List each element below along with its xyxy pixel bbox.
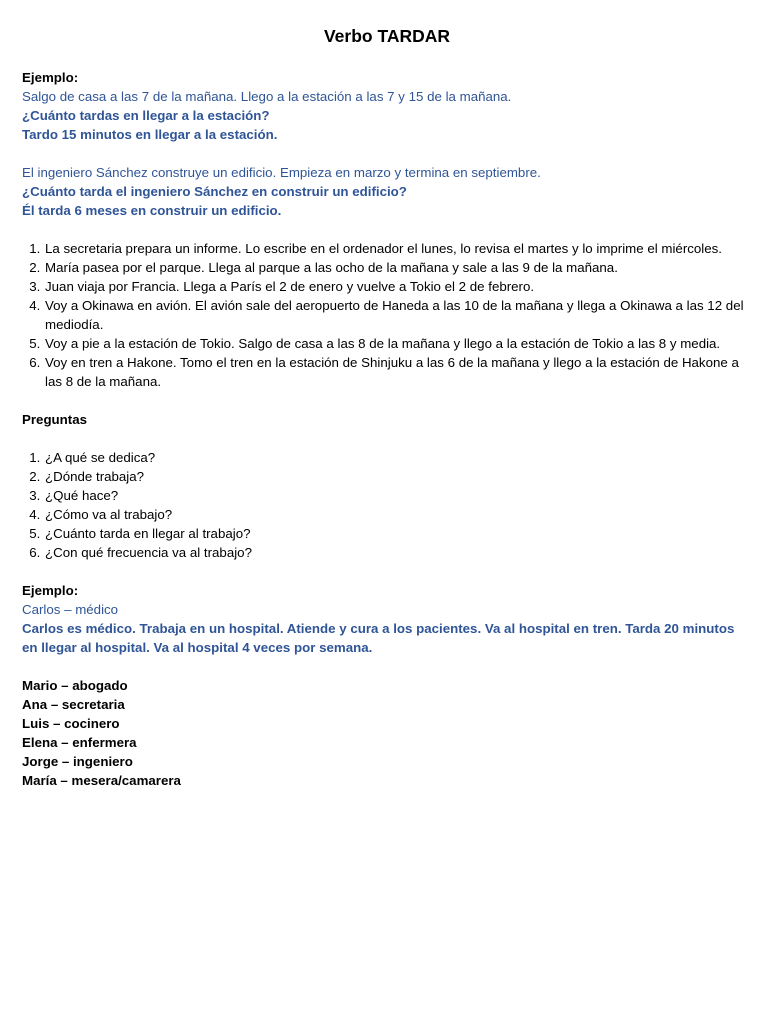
- person-item: Jorge – ingeniero: [22, 754, 133, 769]
- question-item: 6. ¿Con qué frecuencia va al trabajo?: [44, 543, 752, 562]
- exercise-item: 1. La secretaria prepara un informe. Lo escribe en el ordenador el lunes, lo revisa el martes y lo imprime el miércoles.: [44, 239, 752, 258]
- example-2-answer: Él tarda 6 meses en construir un edificio.: [22, 203, 282, 218]
- person-item: Mario – abogado: [22, 678, 128, 693]
- document-page: [22, 24, 752, 790]
- example-1-answer: Tardo 15 minutos en llegar a la estación.: [22, 127, 278, 142]
- question-item: 1. ¿A qué se dedica?: [44, 448, 752, 467]
- spacer: [22, 657, 752, 676]
- question-item: 2. ¿Dónde trabaja?: [44, 467, 752, 486]
- question-item: 5. ¿Cuánto tarda en llegar al trabajo?: [44, 524, 752, 543]
- spacer: [22, 562, 752, 581]
- exercise-item: 5. Voy a pie a la estación de Tokio. Salgo de casa a las 8 de la mañana y llego a la estación de Tokio a las 8 y media.: [44, 334, 752, 353]
- example-3-answer: Carlos es médico. Trabaja en un hospital. Atiende y cura a los pacientes. Va al hospital en tren. Tarda 20 minutos en llegar al hospital. Va al hospital 4 veces por semana.: [22, 621, 735, 655]
- person-item: Luis – cocinero: [22, 716, 120, 731]
- example-3-subject: Carlos – médico: [22, 602, 119, 617]
- question-item: 4. ¿Cómo va al trabajo?: [44, 505, 752, 524]
- example-2: [22, 163, 752, 220]
- example-1: [22, 68, 752, 144]
- example-2-statement: El ingeniero Sánchez construye un edificio. Empieza en marzo y termina en septiembre.: [22, 165, 541, 180]
- person-item: Elena – enfermera: [22, 735, 137, 750]
- person-item: Ana – secretaria: [22, 697, 125, 712]
- example-1-heading: Ejemplo:: [22, 70, 79, 85]
- spacer: [22, 220, 752, 239]
- questions-heading: Preguntas: [22, 412, 88, 427]
- example-1-question: ¿Cuánto tardas en llegar a la estación?: [22, 108, 270, 123]
- exercise-list: [22, 239, 752, 391]
- spacer: [22, 429, 752, 448]
- exercise-item: 6. Voy en tren a Hakone. Tomo el tren en la estación de Shinjuku a las 6 de la mañana y llego a la estación de Hakone a las 8 de la mañana.: [44, 353, 752, 391]
- page-title: Verbo TARDAR: [323, 26, 451, 46]
- spacer: [22, 391, 752, 410]
- exercise-item: 2. María pasea por el parque. Llega al parque a las ocho de la mañana y sale a las 9 de la mañana.: [44, 258, 752, 277]
- people-list: [22, 676, 752, 790]
- exercise-item: 3. Juan viaja por Francia. Llega a París el 2 de enero y vuelve a Tokio el 2 de febrero.: [44, 277, 752, 296]
- example-3: [22, 581, 752, 657]
- exercise-item: 4. Voy a Okinawa en avión. El avión sale del aeropuerto de Haneda a las 10 de la mañana y llega a Okinawa a las 12 del mediodía.: [44, 296, 752, 334]
- question-item: 3. ¿Qué hace?: [44, 486, 752, 505]
- spacer: [22, 144, 752, 163]
- questions-list: [22, 448, 752, 562]
- example-2-question: ¿Cuánto tarda el ingeniero Sánchez en construir un edificio?: [22, 184, 407, 199]
- person-item: María – mesera/camarera: [22, 773, 181, 788]
- example-1-statement: Salgo de casa a las 7 de la mañana. Llego a la estación a las 7 y 15 de la mañana.: [22, 89, 512, 104]
- example-3-heading: Ejemplo:: [22, 583, 79, 598]
